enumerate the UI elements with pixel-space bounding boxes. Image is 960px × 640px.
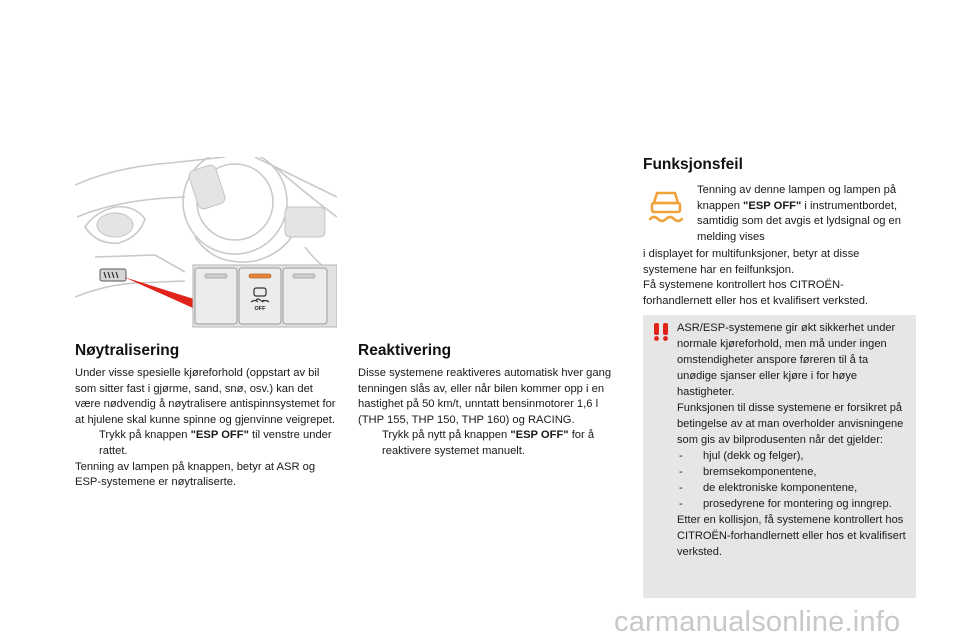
neutralisation-bullet [75, 428, 337, 459]
neutralisation-section [75, 366, 337, 491]
warning-p1: ASR/ESP-systemene gir økt sikkerhet under normale kjøreforhold, men må under ingen omstendigheter anspore føreren til å ta unødige sjanser eller kjøre i for høye hastigheter. [677, 322, 896, 398]
malfunction-lamp-text [697, 183, 907, 245]
esp-off-label: "ESP OFF" [510, 429, 569, 442]
warning-text [677, 320, 909, 560]
warning-list-item: - hjul (dekk og felger), [679, 450, 804, 462]
exclamation-warning-icon [651, 322, 673, 342]
bullet-text-pre: Trykk på nytt på knappen [382, 429, 511, 442]
bullet-text-post: for å reaktivere systemet manuelt. [382, 429, 595, 457]
warning-list-item: - prosedyrene for montering og inngrep. [679, 498, 892, 510]
warning-p2: Funksjonen til disse systemene er forsikret på betingelse av at man overholder anvisningene som gis av bilprodusenten når det gjelder: [677, 402, 904, 446]
bullet-text-pre: Trykk på knappen [99, 429, 191, 442]
warning-p3: Etter en kollisjon, få systemene kontrollert hos CITROËN-forhandlernett eller hos et kvalifisert verksted. [677, 514, 906, 558]
esp-off-label: "ESP OFF" [743, 199, 802, 212]
neutralisation-intro: Under visse spesielle kjøreforhold (oppstart av bil som sitter fast i gjørme, sand, snø, osv.) kan det være nødvendig å nøytralisere antispinnsystemet for at hjulene skal kunne spinne og gjenvinne veigrepet. [75, 367, 336, 426]
watermark-text: carmanualsonline.info [614, 606, 901, 638]
malfunction-body-2: Få systemene kontrollert hos CITROËN-forhandlernett eller hos et kvalifisert verksted. [643, 279, 869, 307]
malfunction-body [643, 247, 908, 309]
neutralisation-outro: Tenning av lampen på knappen, betyr at ASR og ESP-systemene er nøytraliserte. [75, 460, 316, 489]
bullet-text-post: til venstre under rattet. [99, 429, 332, 457]
malfunction-heading: Funksjonsfeil [643, 156, 743, 173]
esp-off-label: "ESP OFF" [190, 429, 249, 442]
reactivation-bullet [358, 428, 620, 459]
esp-off-illustration [75, 157, 337, 331]
lamp-text-pre: Tenning av denne lampen og lampen på knappen [697, 184, 897, 212]
warning-list-item: - de elektroniske komponentene, [679, 482, 858, 494]
reactivation-intro: Disse systemene reaktiveres automatisk hver gang tenningen slås av, eller når bilen kommer opp i en hastighet på 50 km/t, unntatt bensinmotorer 1,6 l (THP 155, THP 150, THP 160) og RACING. [358, 367, 612, 426]
bullet-marker [75, 428, 99, 459]
bullet-marker [358, 428, 382, 459]
esp-fault-warning-icon [643, 185, 689, 231]
lamp-text-post: i instrumentbordet, samtidig som det avgis et lydsignal og en melding vises [697, 199, 901, 243]
malfunction-body-1: i displayet for multifunksjoner, betyr at disse systemene har en feilfunksjon. [643, 248, 860, 276]
neutralisation-heading: Nøytralisering [75, 342, 180, 359]
reactivation-heading: Reaktivering [358, 342, 452, 359]
warning-list-item: - bremsekomponentene, [679, 466, 817, 478]
off-button-label: OFF [254, 306, 266, 312]
reactivation-section [358, 366, 620, 460]
